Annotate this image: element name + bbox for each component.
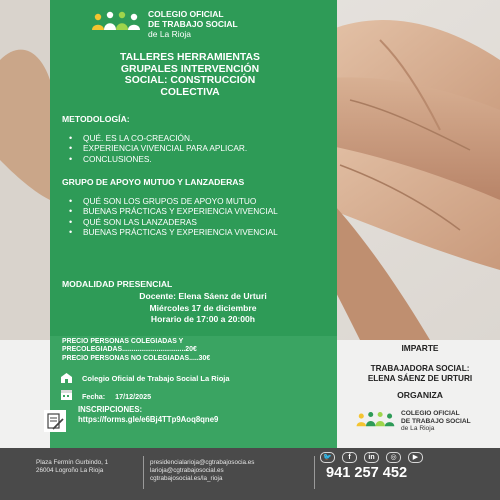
phone-number: 941 257 452 [326,465,408,481]
title-line: SOCIAL: CONSTRUCCIÓN [124,75,256,86]
logo-line2: DE TRABAJO SOCIAL [148,19,238,29]
docente-text: Docente: Elena Sáenz de Urturi [139,291,267,301]
title-line: GRUPALES INTERVENCIÓN [120,63,260,75]
footer-contacts [150,459,254,483]
organiza-heading: ORGANIZA [397,390,443,400]
price-box [62,338,282,363]
inscripciones [78,405,218,426]
facebook-icon[interactable]: f [342,452,357,463]
list-item: • EXPERIENCIA VIVENCIAL PARA APLICAR. [66,143,321,153]
fecha-value: 17/12/2025 [115,392,152,401]
grupo-list [66,196,316,238]
list-item: • BUENAS PRÁCTICAS Y EXPERIENCIA VIVENCIAL [66,227,316,237]
inscripciones-label: INSCRIPCIONES: [78,405,143,414]
footer-divider [314,456,315,489]
imparte-name [340,364,500,384]
modalidad-heading: MODALIDAD PRESENCIAL [62,279,173,289]
fecha-label: Fecha: [82,392,106,401]
email-link[interactable]: presidencialarioja@cgtrabajosocia.es [150,459,255,466]
location-text: Colegio Oficial de Trabajo Social La Rioja [82,374,230,383]
organiza-logo [355,407,490,437]
people-logo-icon [355,409,399,431]
web-link[interactable]: cgtrabajosocial.es/la_rioja [150,475,223,482]
list-item: • QUÉ SON LAS LANZADERAS [66,217,316,227]
header-logo [90,8,280,38]
fecha-text: Miércoles 17 de diciembre [149,302,257,313]
footer-divider [143,456,144,489]
list-item: • QUÉ. ES LA CO-CREACIÓN. [66,133,321,143]
list-item: • CONCLUSIONES. [66,154,321,164]
price-line: PRECIO PERSONAS NO COLEGIADAS.....30€ [62,354,211,362]
building-icon [60,372,73,384]
price-line: PRECIO PERSONAS COLEGIADAS Y [62,338,184,345]
logo-line3: de La Rioja [148,29,192,39]
email-link[interactable]: larioja@cgtrabajosocial.es [150,467,224,474]
imparte-line: TRABAJADORA SOCIAL: [370,364,470,373]
logo-line3: de La Rioja [401,425,435,433]
metodologia-list [66,133,321,164]
logo-line1: COLEGIO OFICIAL [401,410,460,417]
horario-text: Horario de 17:00 a 20:00h [150,314,256,324]
imparte-line: ELENA SÁENZ DE URTURI [367,374,473,383]
calendar-icon [60,388,73,401]
logo-line2: DE TRABAJO SOCIAL [401,417,471,425]
list-item: • BUENAS PRÁCTICAS Y EXPERIENCIA VIVENCIAL [66,206,316,216]
imparte-heading: IMPARTE [401,343,439,353]
youtube-icon[interactable]: ▶ [408,452,423,463]
logo-line1: COLEGIO OFICIAL [148,9,224,19]
instagram-icon[interactable]: ◎ [386,452,401,463]
price-line: PRECOLEGIADAS.................................20€ [62,346,197,354]
modalidad-info [88,291,318,326]
address-line: 26004 Logroño La Rioja [36,467,104,474]
linkedin-icon[interactable]: in [364,452,379,463]
address-line: Plaza Fermín Gurbindo, 1 [36,459,109,466]
inscripciones-link[interactable]: https://forms.gle/e6Bj4TTp9Aoq8qne9 [78,415,219,425]
grupo-heading: GRUPO DE APOYO MUTUO Y LANZADERAS [62,177,245,187]
footer-address [36,459,108,475]
signup-icon [44,410,66,432]
title-line: TALLERES HERRAMIENTAS [120,52,260,63]
list-item: • QUÉ SON LOS GRUPOS DE APOYO MUTUO [66,196,316,206]
fecha-line [82,392,151,401]
event-title [70,52,310,98]
title-line: COLECTIVA [160,86,220,98]
people-logo-icon [90,8,146,36]
metodologia-heading: METODOLOGÍA: [62,114,130,124]
twitter-icon[interactable]: 🐦 [320,452,335,463]
